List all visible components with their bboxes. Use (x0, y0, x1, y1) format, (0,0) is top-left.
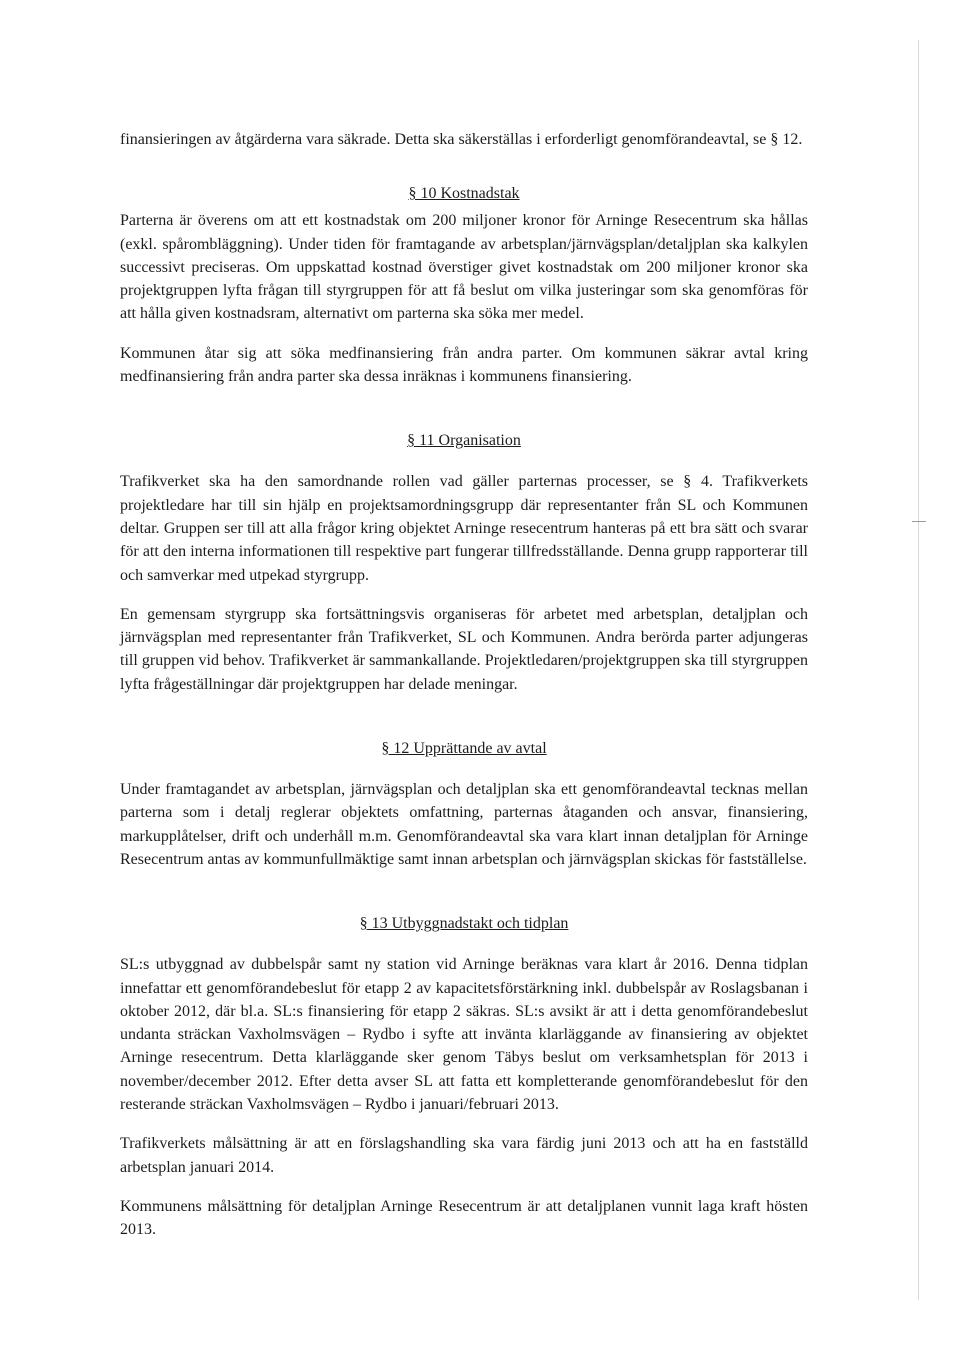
section-paragraph: Parterna är överens om att ett kostnadstak om 200 miljoner kronor för Arninge Resecentrum ska hållas (exkl. spårombläggning). Under tiden för framtagande av arbetsplan/järnvägsplan/detaljplan ska kalkylen successivt preciseras. Om uppskattad kostnad överstiger givet kostnadstak om 200 miljoner kronor ska projektgruppen lyfta frågan till styrgruppen för att få beslut om vilka justeringar som ska genomföras för att hålla given kostnadsram, alternativt om parterna ska söka mer medel. (120, 212, 808, 323)
section-heading-kostnadstak: § 10 Kostnadstak (408, 185, 520, 203)
section-paragraph: Kommunens målsättning för detaljplan Arninge Resecentrum är att detaljplanen vunnit laga kraft hösten 2013. (120, 1197, 808, 1239)
scan-margin-mark (912, 521, 926, 522)
section-paragraph: Kommunen åtar sig att söka medfinansiering från andra parter. Om kommunen säkrar avtal kring medfinansiering från andra parter ska dessa inräknas i kommunens finansiering. (120, 344, 808, 386)
section-paragraph: Trafikverket ska ha den samordnande rollen vad gäller parternas processer, se § 4. Trafikverkets projektledare har till sin hjälp en projektsamordningsgrupp där representanter från SL och Kommunen deltar. Gruppen ser till att alla frågor kring objektet Arninge resecentrum hanteras på ett bra sätt och svarar för att den interna informationen till respektive part fungerar tillfredsställande. Denna grupp rapporterar till och samverkar med utpekad styrgrupp. (120, 473, 808, 584)
section-heading-upprattande-av-avtal: § 12 Upprättande av avtal (381, 740, 547, 758)
lead-paragraph: finansieringen av åtgärderna vara säkrade. Detta ska säkerställas i erforderligt genomförandeavtal, se § 12. (120, 131, 803, 148)
section-paragraph: Under framtagandet av arbetsplan, järnvägsplan och detaljplan ska ett genomförandeavtal tecknas mellan parterna som i detalj reglerar objektets omfattning, parternas åtaganden och ansvar, finansiering, markupplåtelser, drift och underhåll m.m. Genomförandeavtal ska vara klart innan detaljplan för Arninge Resecentrum antas av kommunfullmäktige samt innan arbetsplan och järnvägsplan skickas för fastställelse. (120, 781, 808, 868)
section-heading-organisation: § 11 Organisation (407, 432, 521, 450)
document-body (120, 128, 808, 1242)
section-paragraph: Trafikverkets målsättning är att en förslagshandling ska vara färdig juni 2013 och att ha en fastställd arbetsplan januari 2014. (120, 1135, 808, 1176)
scan-margin-line (918, 40, 919, 1300)
section-paragraph: En gemensam styrgrupp ska fortsättningsvis organiseras för arbetet med arbetsplan, detaljplan och järnvägsplan med representanter från Trafikverket, SL och Kommunen. Andra berörda parter adjungeras till gruppen vid behov. Trafikverket är sammankallande. Projektledaren/projektgruppen ska till styrgruppen lyfta frågeställningar där projektgruppen har delade meningar. (120, 605, 808, 693)
section-paragraph: SL:s utbyggnad av dubbelspår samt ny station vid Arninge beräknas vara klart år 2016. Denna tidplan innefattar ett genomförandebeslut för etapp 2 av kapacitetsförstärkning inkl. dubbelspår av Roslagsbanan i oktober 2012, där bl.a. SL:s finansiering för etapp 2 säkras. SL:s avsikt är att i detta genomförandebeslut undanta sträckan Vaxholmsvägen – Rydbo i syfte att invänta klarläggande av finansiering av objektet Arninge resecentrum. Detta klarläggande sker genom Täbys beslut om verksamhetsplan för 2013 i november/december 2012. Efter detta avser SL att fatta ett kompletterande genomförandebeslut för den resterande sträckan Vaxholmsvägen – Rydbo i januari/februari 2013. (120, 956, 808, 1114)
section-heading-utbyggnadstakt-och-tidplan: § 13 Utbyggnadstakt och tidplan (359, 915, 569, 933)
